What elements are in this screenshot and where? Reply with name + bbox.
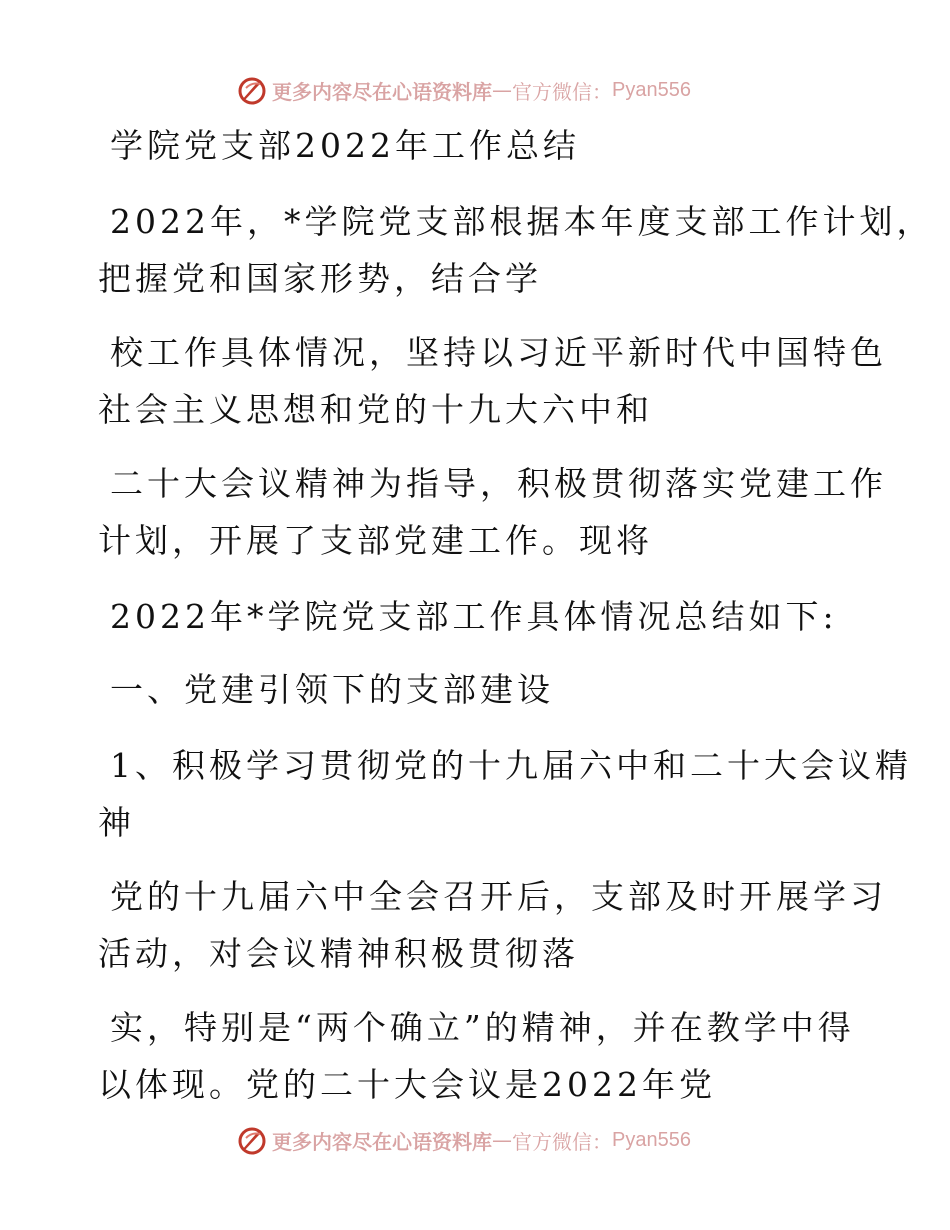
- paragraph-line: 2022年，*学院党支部根据本年度支部工作计划，: [110, 202, 934, 241]
- paragraph-line: 社会主义思想和党的十九大六中和: [98, 390, 653, 429]
- banner-wechat-label: 官方微信：: [512, 1129, 612, 1154]
- banner-separator: —: [492, 1128, 512, 1152]
- header-banner: [236, 72, 691, 108]
- paragraph-line: 实，特别是“两个确立”的精神，并在教学中得: [110, 1008, 855, 1047]
- paragraph-line: 校工作具体情况，坚持以习近平新时代中国特色: [110, 333, 887, 372]
- paragraph-line: 计划，开展了支部党建工作。现将: [98, 521, 653, 560]
- paragraph-line: 二十大会议精神为指导，积极贯彻落实党建工作: [110, 464, 887, 503]
- brush-logo-icon: [236, 74, 268, 106]
- footer-banner: [236, 1122, 691, 1158]
- banner-main-text: 更多内容尽在心语资料库: [272, 1129, 492, 1154]
- banner-separator: —: [492, 78, 512, 102]
- section-heading: 一、党建引领下的支部建设: [110, 670, 554, 709]
- banner-wechat-label: 官方微信：: [512, 79, 612, 104]
- paragraph-line: 以体现。党的二十大会议是2022年党: [98, 1065, 716, 1104]
- banner-wechat-id: Pyan556: [612, 1128, 691, 1151]
- paragraph-line: 把握党和国家形势，结合学: [98, 259, 542, 298]
- paragraph-line: 2022年*学院党支部工作具体情况总结如下:: [110, 597, 838, 636]
- brush-logo-icon: [236, 1124, 268, 1156]
- subsection-heading: 1、积极学习贯彻党的十九届六中和二十大会议精: [110, 746, 912, 785]
- paragraph-line: 党的十九届六中全会召开后，支部及时开展学习: [110, 877, 887, 916]
- subsection-heading-continued: 神: [98, 803, 135, 842]
- banner-main-text: 更多内容尽在心语资料库: [272, 79, 492, 104]
- banner-wechat-id: Pyan556: [612, 78, 691, 101]
- paragraph-line: 活动，对会议精神积极贯彻落: [98, 934, 579, 973]
- document-title: 学院党支部2022年工作总结: [110, 126, 580, 165]
